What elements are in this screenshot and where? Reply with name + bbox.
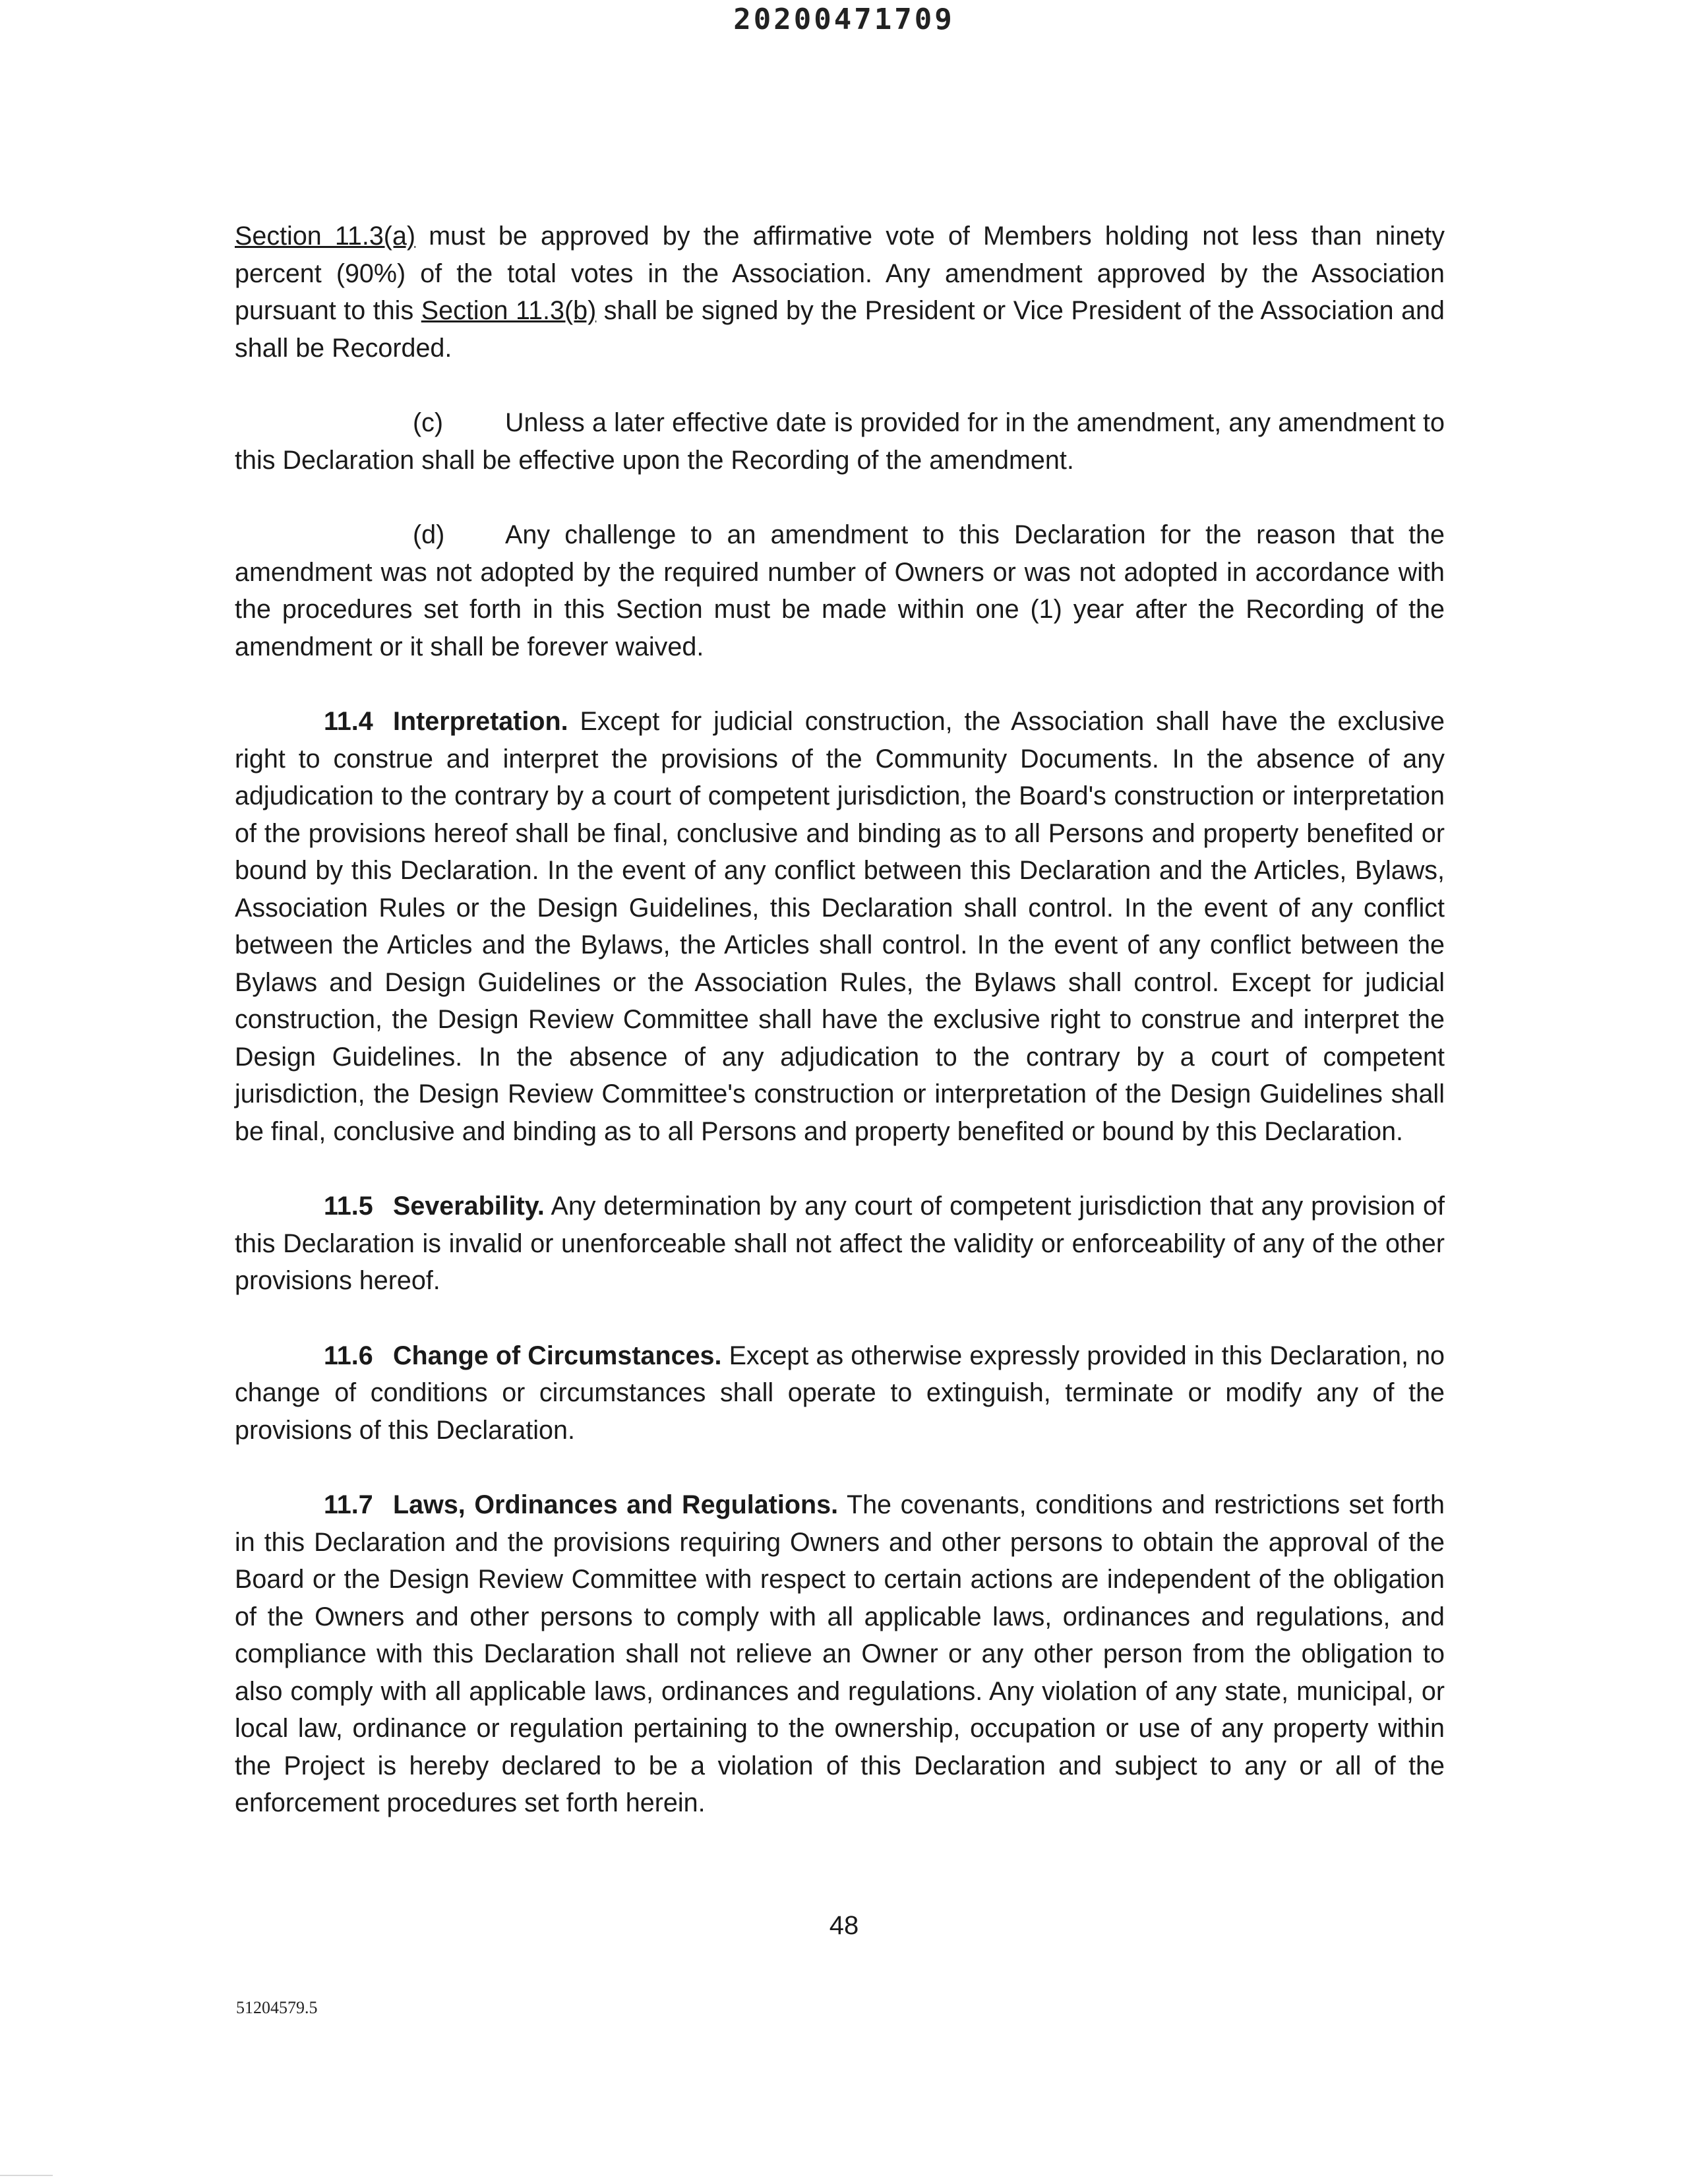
paragraph-text: must be approved by the affirmative vote of Members holding not less than ninety percent (90%) of the total votes in the Association. Any amendment approved by the Association pursuant to this <box>235 222 1445 325</box>
section-title: Interpretation. <box>393 707 568 736</box>
section-11-6 <box>235 1337 1445 1449</box>
section-11-7 <box>235 1486 1445 1822</box>
subsection-c <box>235 404 1445 479</box>
subsection-label: (c) <box>413 408 444 437</box>
section-text: Any determination by any court of competent jurisdiction that any provision of this Declaration is invalid or unenforceable shall not affect the validity or enforceability of any of the other provisions hereof. <box>235 1192 1445 1295</box>
section-11-4 <box>235 703 1445 1150</box>
subsection-d <box>235 516 1445 665</box>
section-text: Except for judicial construction, the Association shall have the exclusive right to construe and interpret the provisions of the Community Documents. In the absence of any adjudication to the contrary by a court of competent jurisdiction, the Board's construction or interpretation of the provisions hereof shall be final, conclusive and binding as to all Persons and property benefited or bound by this Declaration. In the event of any conflict between this Declaration and the Articles, Bylaws, Association Rules or the Design Guidelines, this Declaration shall control. In the event of any conflict between the Articles and the Bylaws, the Articles shall control. In the event of any conflict between the Bylaws and Design Guidelines or the Association Rules, the Bylaws shall control. Except for judicial construction, the Design Review Committee shall have the exclusive right to construe and interpret the Design Guidelines. In the absence of any adjudication to the contrary by a court of competent jurisdiction, the Design Review Committee's construction or interpretation of the Design Guidelines shall be final, conclusive and binding as to all Persons and property benefited or bound by this Declaration. <box>235 707 1445 1146</box>
section-title: Laws, Ordinances and Regulations. <box>393 1490 839 1519</box>
section-title: Change of Circumstances. <box>393 1341 722 1370</box>
section-number: 11.4 <box>324 707 373 736</box>
section-reference-link: Section 11.3(a) <box>235 222 416 251</box>
document-id: 51204579.5 <box>236 1998 318 2017</box>
document-body <box>235 218 1445 1822</box>
section-number: 11.5 <box>324 1192 373 1221</box>
section-number: 11.7 <box>324 1490 373 1519</box>
section-11-5 <box>235 1188 1445 1300</box>
section-title: Severability. <box>393 1192 545 1221</box>
section-reference-link: Section 11.3(b) <box>421 296 597 325</box>
paragraph-text: shall be signed by the President or Vice President of the Association and shall be Recorded. <box>235 296 1445 363</box>
section-text: The covenants, conditions and restrictions set forth in this Declaration and the provisions requiring Owners and other persons to obtain the approval of the Board or the Design Review Committee with respect to certain actions are independent of the obligation of the Owners and other persons to comply with all applicable laws, ordinances and regulations, and compliance with this Declaration shall not relieve an Owner or any other person from the obligation to also comply with all applicable laws, ordinances and regulations. Any violation of any state, municipal, or local law, ordinance or regulation pertaining to the ownership, occupation or use of any property within the Project is hereby declared to be a violation of this Declaration and subject to any or all of the enforcement procedures set forth herein. <box>235 1490 1445 1817</box>
section-text: Except as otherwise expressly provided in this Declaration, no change of conditions or circumstances shall operate to extinguish, terminate or modify any of the provisions of this Declaration. <box>235 1341 1445 1445</box>
subsection-label: (d) <box>413 520 445 549</box>
subsection-text: Any challenge to an amendment to this Declaration for the reason that the amendment was not adopted by the required number of Owners or was not adopted in accordance with the procedures set forth in this Section must be made within one (1) year after the Recording of the amendment or it shall be forever waived. <box>235 520 1445 661</box>
page-number: 48 <box>829 1911 859 1940</box>
subsection-text: Unless a later effective date is provided for in the amendment, any amendment to this Declaration shall be effective upon the Recording of the amendment. <box>235 408 1445 475</box>
scan-artifact <box>0 2175 53 2176</box>
section-number: 11.6 <box>324 1341 373 1370</box>
recording-number: 20200471709 <box>733 3 955 36</box>
continuation-paragraph <box>235 218 1445 367</box>
